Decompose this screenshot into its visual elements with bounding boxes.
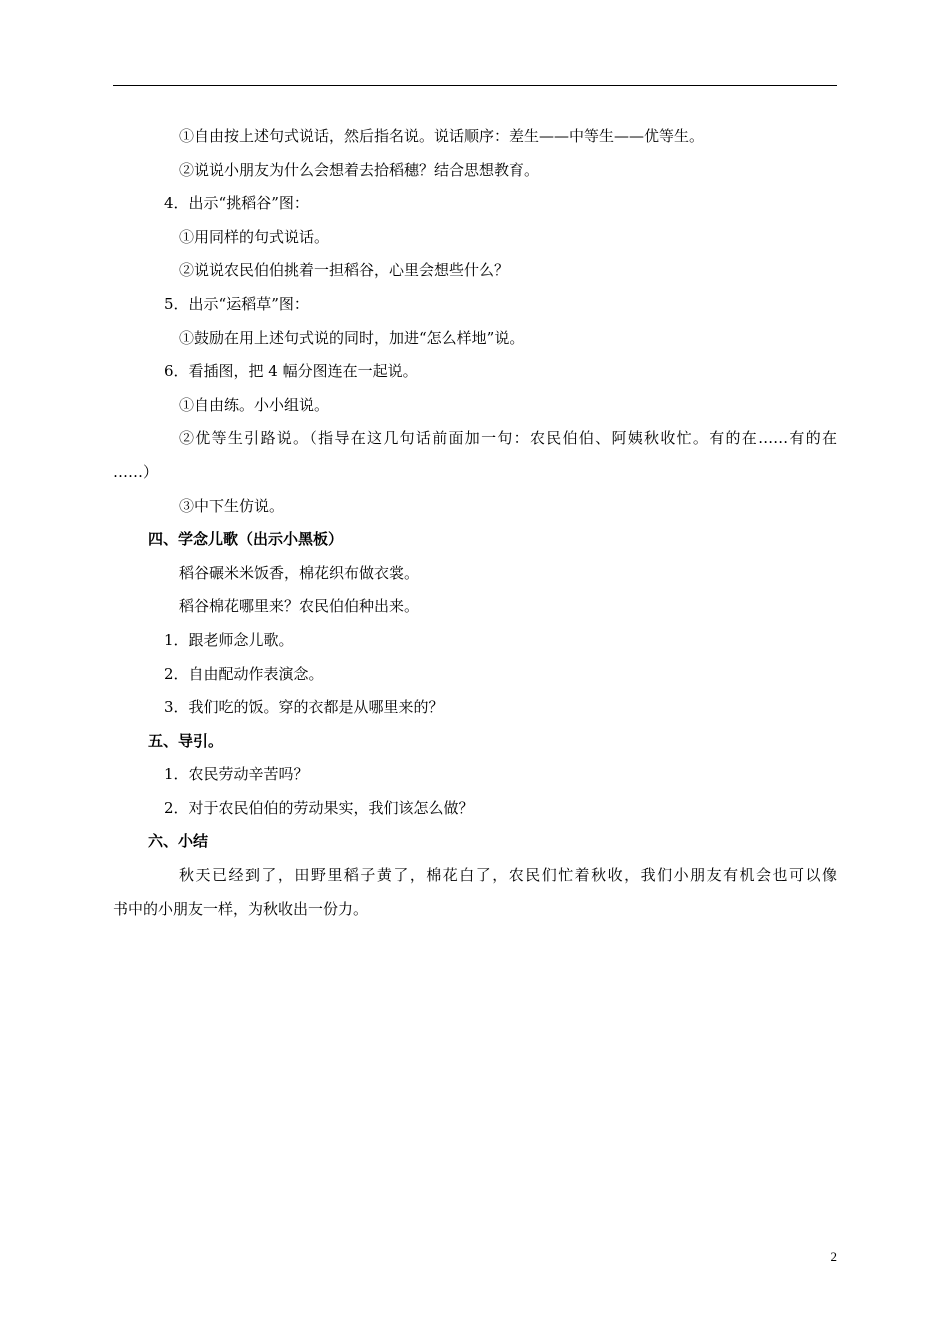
numbered-item: 2．对于农民伯伯的劳动果实，我们该怎么做？ [164,798,474,817]
paragraph-line: 书中的小朋友一样，为秋收出一份力。 [113,899,369,918]
numbered-item: 6．看插图，把 4 幅分图连在一起说。 [164,362,418,381]
page-number: 2 [830,1249,837,1264]
paragraph-line: ……） [113,462,159,481]
numbered-item: 4．出示“挑稻谷”图： [164,194,309,213]
rhyme-line: 稻谷碾米米饭香，棉花织布做衣裳。 [179,563,420,582]
paragraph-line: 秋天已经到了，田野里稻子黄了，棉花白了，农民们忙着秋收，我们小朋友有机会也可以像 [179,866,837,885]
numbered-item: 3．我们吃的饭。穿的衣都是从哪里来的？ [164,698,444,717]
paragraph-line: ①鼓励在用上述句式说的同时，加进“怎么样地”说。 [179,328,525,347]
section-heading: 六、小结 [148,832,209,851]
header-rule [113,85,837,86]
numbered-item: 5．出示“运稻草”图： [164,294,309,313]
numbered-item: 1．农民劳动辛苦吗？ [164,765,309,784]
rhyme-line: 稻谷棉花哪里来？农民伯伯种出来。 [179,597,420,616]
paragraph-line: ①自由练。小小组说。 [179,395,330,414]
page-body [113,120,837,926]
paragraph-line: ③中下生仿说。 [179,496,285,515]
paragraph-line: ②说说小朋友为什么会想着去拾稻穗？结合思想教育。 [179,160,540,179]
section-heading: 五、导引。 [148,731,224,750]
paragraph-line: ②优等生引路说。（指导在这几句话前面加一句：农民伯伯、阿姨秋收忙。有的在……有的在 [179,429,837,448]
numbered-item: 2．自由配动作表演念。 [164,664,324,683]
numbered-item: 1．跟老师念儿歌。 [164,630,294,649]
section-heading: 四、学念儿歌（出示小黑板） [148,530,344,549]
paragraph-line: ①自由按上述句式说话，然后指名说。说话顺序：差生——中等生——优等生。 [179,127,705,145]
paragraph-line: ②说说农民伯伯挑着一担稻谷，心里会想些什么？ [179,261,510,280]
paragraph-line: ①用同样的句式说话。 [179,227,330,246]
